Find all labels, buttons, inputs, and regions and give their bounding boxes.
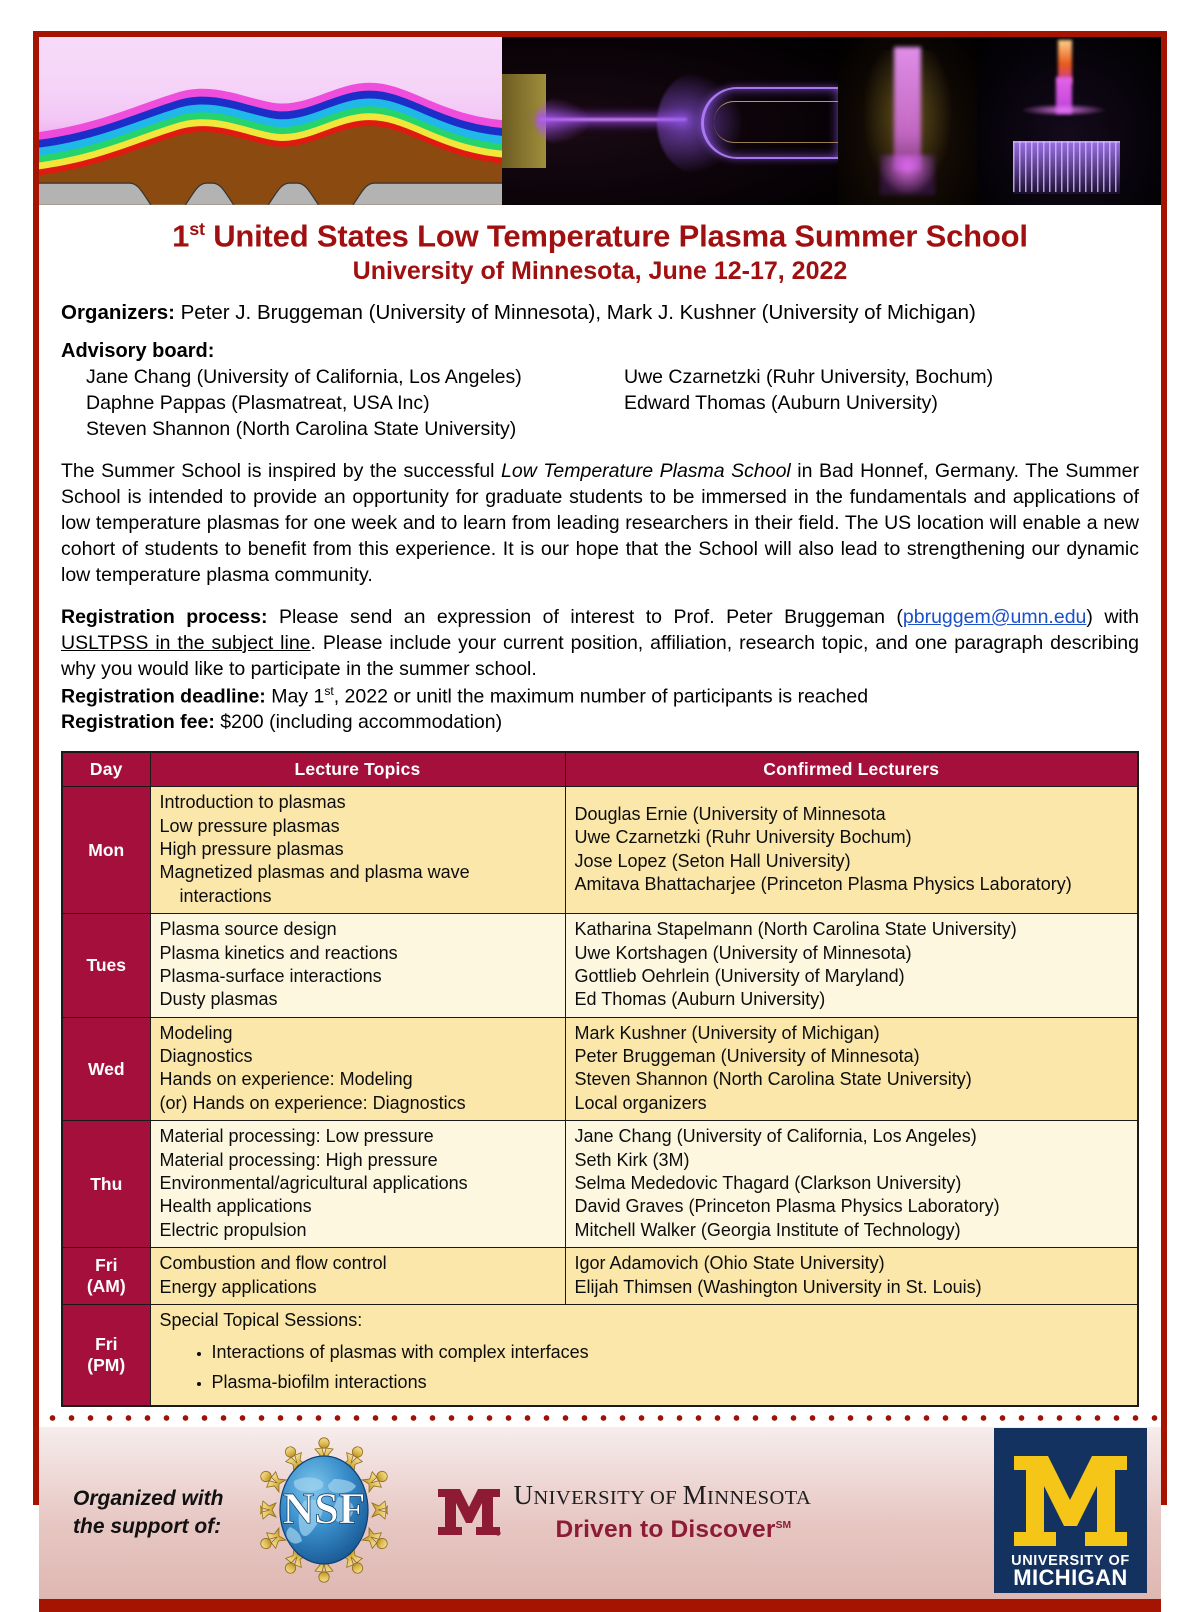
- lecturer-item: Elijah Thimsen (Washington University in St. Louis): [574, 1276, 982, 1297]
- lecturer-item: Igor Adamovich (Ohio State University): [574, 1253, 885, 1274]
- advisory-member: Daphne Pappas (Plasmatreat, USA Inc): [86, 391, 430, 414]
- header-image-band: [39, 37, 1161, 205]
- lecturer-item: Uwe Kortshagen (University of Minnesota): [574, 942, 912, 963]
- special-session-bullet: • Interactions of plasmas with complex interfaces: [212, 1338, 1132, 1368]
- umn-logo: [436, 1479, 812, 1544]
- nsf-wordmark: NSF: [281, 1484, 366, 1534]
- intro-part2: in Bad Honnef, Germany. The Summer School is intended to provide an opportunity for graduate students to be immersed in the fundamentals and applications of low temperature plasmas for one week and to learn from leading researchers in their field. The US location will enable a new cohort of students to benefit from this experience. It is our hope that the School will also lead to strengthening our dynamic low temperature plasma community.: [61, 460, 1140, 587]
- plasma-plume-photo: [838, 37, 976, 205]
- topic-item: Plasma kinetics and reactions: [159, 942, 398, 963]
- topic-item: Modeling: [159, 1022, 233, 1043]
- lecturer-item: Steven Shannon (North Carolina State University): [574, 1069, 972, 1090]
- umn-tagline-text: Driven to Discover: [555, 1515, 776, 1543]
- umn-innesota: INNESOTA: [707, 1486, 812, 1509]
- topics-cell: [150, 787, 565, 914]
- lecturer-item: Mark Kushner (University of Michigan): [574, 1022, 880, 1043]
- email-link[interactable]: pbruggem@umn.edu: [902, 606, 1087, 629]
- topic-item: Introduction to plasmas: [159, 792, 346, 813]
- topic-item: Hands on experience: Modeling: [159, 1069, 413, 1090]
- deadline-pre: May 1: [265, 685, 325, 708]
- topic-item: Electric propulsion: [159, 1219, 307, 1240]
- lecturers-cell: [565, 787, 1138, 914]
- plasma-brush-photo: [977, 37, 1161, 205]
- lecturer-item: Jane Chang (University of California, Los Angeles): [574, 1126, 977, 1147]
- topic-item: Combustion and flow control: [159, 1253, 387, 1274]
- michigan-line-1: UNIVERSITY OF: [1011, 1552, 1130, 1569]
- deadline-post: , 2022 or unitl the maximum number of participants is reached: [333, 685, 869, 708]
- lecturer-item: Uwe Czarnetzki (Ruhr University Bochum): [574, 827, 912, 848]
- topics-cell: [150, 1121, 565, 1248]
- day-line-1: Fri: [95, 1255, 118, 1276]
- topic-item: Health applications: [159, 1196, 312, 1217]
- topic-item-continuation: interactions: [179, 885, 272, 906]
- umn-block-m-icon: [436, 1483, 502, 1543]
- registration-fee-value: $200 (including accommodation): [214, 711, 503, 734]
- michigan-line-2: MICHIGAN: [1013, 1564, 1128, 1590]
- umn-tagline: [556, 1516, 812, 1544]
- topics-cell: [150, 1248, 565, 1305]
- lecturers-cell: [565, 1017, 1138, 1121]
- support-line-1: Organized with: [73, 1487, 224, 1511]
- topic-item: Plasma source design: [159, 919, 337, 940]
- lecturers-cell: [565, 1121, 1138, 1248]
- lecturer-item: Katharina Stapelmann (North Carolina State University): [574, 919, 1017, 940]
- registration-fee-line: [61, 710, 1139, 736]
- lecturer-item: Selma Mededovic Thagard (Clarkson University): [574, 1173, 962, 1194]
- intro-paragraph: [61, 459, 1139, 589]
- table-row: [62, 1248, 1138, 1305]
- registration-deadline-label: Registration deadline:: [61, 685, 266, 708]
- table-row: [62, 1017, 1138, 1121]
- table-row: [62, 1121, 1138, 1248]
- lecturers-cell: [565, 914, 1138, 1018]
- day-cell: [62, 1248, 150, 1305]
- advisory-board-list: [86, 365, 1139, 443]
- registration-text-2: ) with: [1086, 606, 1140, 629]
- lecturers-cell: [565, 1248, 1138, 1305]
- table-row: [62, 787, 1138, 914]
- topic-item: Low pressure plasmas: [159, 815, 340, 836]
- registration-text-3: . Please include your current position, affiliation, research topic, and one paragraph describing why you would like to participate in the summer school.: [61, 631, 1140, 680]
- plasma-photographs: [502, 37, 1161, 205]
- umn-niversity: NIVERSITY: [533, 1486, 645, 1509]
- advisory-member: Steven Shannon (North Carolina State University): [86, 417, 517, 440]
- intro-part1: The Summer School is inspired by the successful: [61, 460, 501, 483]
- topic-item: Plasma-surface interactions: [159, 965, 382, 986]
- topic-item: Diagnostics: [159, 1046, 253, 1067]
- registration-process-label: Registration process:: [61, 606, 268, 629]
- title-ordinal: 1: [172, 218, 190, 254]
- lecturer-item: Douglas Ernie (University of Minnesota: [574, 803, 886, 824]
- day-cell: Thu: [62, 1121, 150, 1248]
- plasma-simulation-image: [39, 37, 502, 205]
- topic-item: High pressure plasmas: [159, 838, 344, 859]
- table-header-row: [62, 752, 1138, 787]
- advisory-member: Uwe Czarnetzki (Ruhr University, Bochum): [624, 365, 994, 388]
- lecturer-item: Seth Kirk (3M): [574, 1149, 690, 1170]
- subject-line-emphasis: USLTPSS in the subject line: [61, 631, 311, 654]
- page-title: [39, 219, 1161, 254]
- day-cell: Tues: [62, 914, 150, 1018]
- bottom-red-bar: [39, 1599, 1161, 1612]
- topic-item: Material processing: Low pressure: [159, 1126, 434, 1147]
- topics-cell: [150, 914, 565, 1018]
- nsf-logo: [260, 1435, 388, 1590]
- deadline-ordinal-suffix: st: [324, 683, 334, 698]
- topic-item: Dusty plasmas: [159, 989, 278, 1010]
- sponsor-band: [39, 1427, 1161, 1599]
- advisory-member: Edward Thomas (Auburn University): [624, 391, 938, 414]
- registration-process-paragraph: [61, 605, 1139, 683]
- intro-italic-school-name: Low Temperature Plasma School: [501, 460, 791, 483]
- organizers-label: Organizers:: [61, 301, 175, 325]
- organizers-line: [61, 300, 1139, 326]
- day-line-1: Fri: [95, 1334, 118, 1355]
- topic-item: Material processing: High pressure: [159, 1149, 438, 1170]
- support-line-2: the support of:: [73, 1514, 222, 1538]
- umn-m: M: [682, 1479, 708, 1510]
- special-sessions-cell: [150, 1304, 1138, 1405]
- umn-wordmark: [513, 1479, 812, 1510]
- column-header-lecturers: Confirmed Lecturers: [565, 752, 1138, 787]
- advisory-board-title: Advisory board:: [61, 339, 215, 362]
- topic-item: Energy applications: [159, 1276, 317, 1297]
- lecturer-item: Mitchell Walker (Georgia Institute of Technology): [574, 1219, 961, 1240]
- umn-u: U: [513, 1479, 534, 1510]
- topics-cell: [150, 1017, 565, 1121]
- advisory-member: Jane Chang (University of California, Los Angeles): [86, 365, 522, 388]
- advisory-spacer: [624, 417, 1139, 443]
- day-cell: Mon: [62, 787, 150, 914]
- umn-of: OF: [644, 1486, 683, 1509]
- topic-item: Magnetized plasmas and plasma wave: [159, 862, 470, 883]
- lecturer-item: Amitava Bhattacharjee (Princeton Plasma Physics Laboratory): [574, 874, 1072, 895]
- lecturer-item: Jose Lopez (Seton Hall University): [574, 850, 851, 871]
- support-text: [73, 1485, 224, 1540]
- schedule-table: [61, 751, 1139, 1407]
- plasma-jet-photo: [502, 37, 838, 205]
- poster-page: [33, 31, 1167, 1590]
- lecturer-item: Gottlieb Oehrlein (University of Maryland): [574, 965, 905, 986]
- lecturer-item: David Graves (Princeton Plasma Physics Laboratory): [574, 1196, 1000, 1217]
- topic-item: (or) Hands on experience: Diagnostics: [159, 1092, 466, 1113]
- title-block: [39, 205, 1161, 286]
- page-subtitle: University of Minnesota, June 12-17, 2022: [352, 257, 848, 286]
- simulation-contour-bands: [39, 67, 502, 205]
- day-cell: Wed: [62, 1017, 150, 1121]
- table-row: [62, 914, 1138, 1018]
- table-row-special-sessions: [62, 1304, 1138, 1405]
- lecturer-item: Ed Thomas (Auburn University): [574, 989, 826, 1010]
- michigan-logo: [994, 1428, 1147, 1598]
- lecturer-item: Local organizers: [574, 1092, 707, 1113]
- title-main: United States Low Temperature Plasma Summer School: [204, 218, 1028, 254]
- registration-deadline-line: [61, 683, 1139, 710]
- day-line-2: (PM): [87, 1354, 126, 1375]
- day-cell: [62, 1304, 150, 1405]
- special-session-bullet: • Plasma-biofilm interactions: [212, 1368, 1132, 1398]
- lecturer-item: Peter Bruggeman (University of Minnesota): [574, 1046, 920, 1067]
- column-header-day: Day: [62, 752, 150, 787]
- dotted-divider: [39, 1413, 1161, 1423]
- organizers-value: Peter J. Bruggeman (University of Minnesota), Mark J. Kushner (University of Michigan): [174, 301, 976, 325]
- registration-text-1: Please send an expression of interest to Prof. Peter Bruggeman (: [267, 606, 903, 629]
- umn-sm-mark: SM: [775, 1519, 792, 1531]
- registration-fee-label: Registration fee:: [61, 711, 215, 734]
- title-ordinal-suffix: st: [189, 219, 205, 239]
- day-line-2: (AM): [86, 1276, 126, 1297]
- column-header-topics: Lecture Topics: [150, 752, 565, 787]
- special-sessions-title: Special Topical Sessions:: [159, 1309, 363, 1330]
- topic-item: Environmental/agricultural applications: [159, 1173, 468, 1194]
